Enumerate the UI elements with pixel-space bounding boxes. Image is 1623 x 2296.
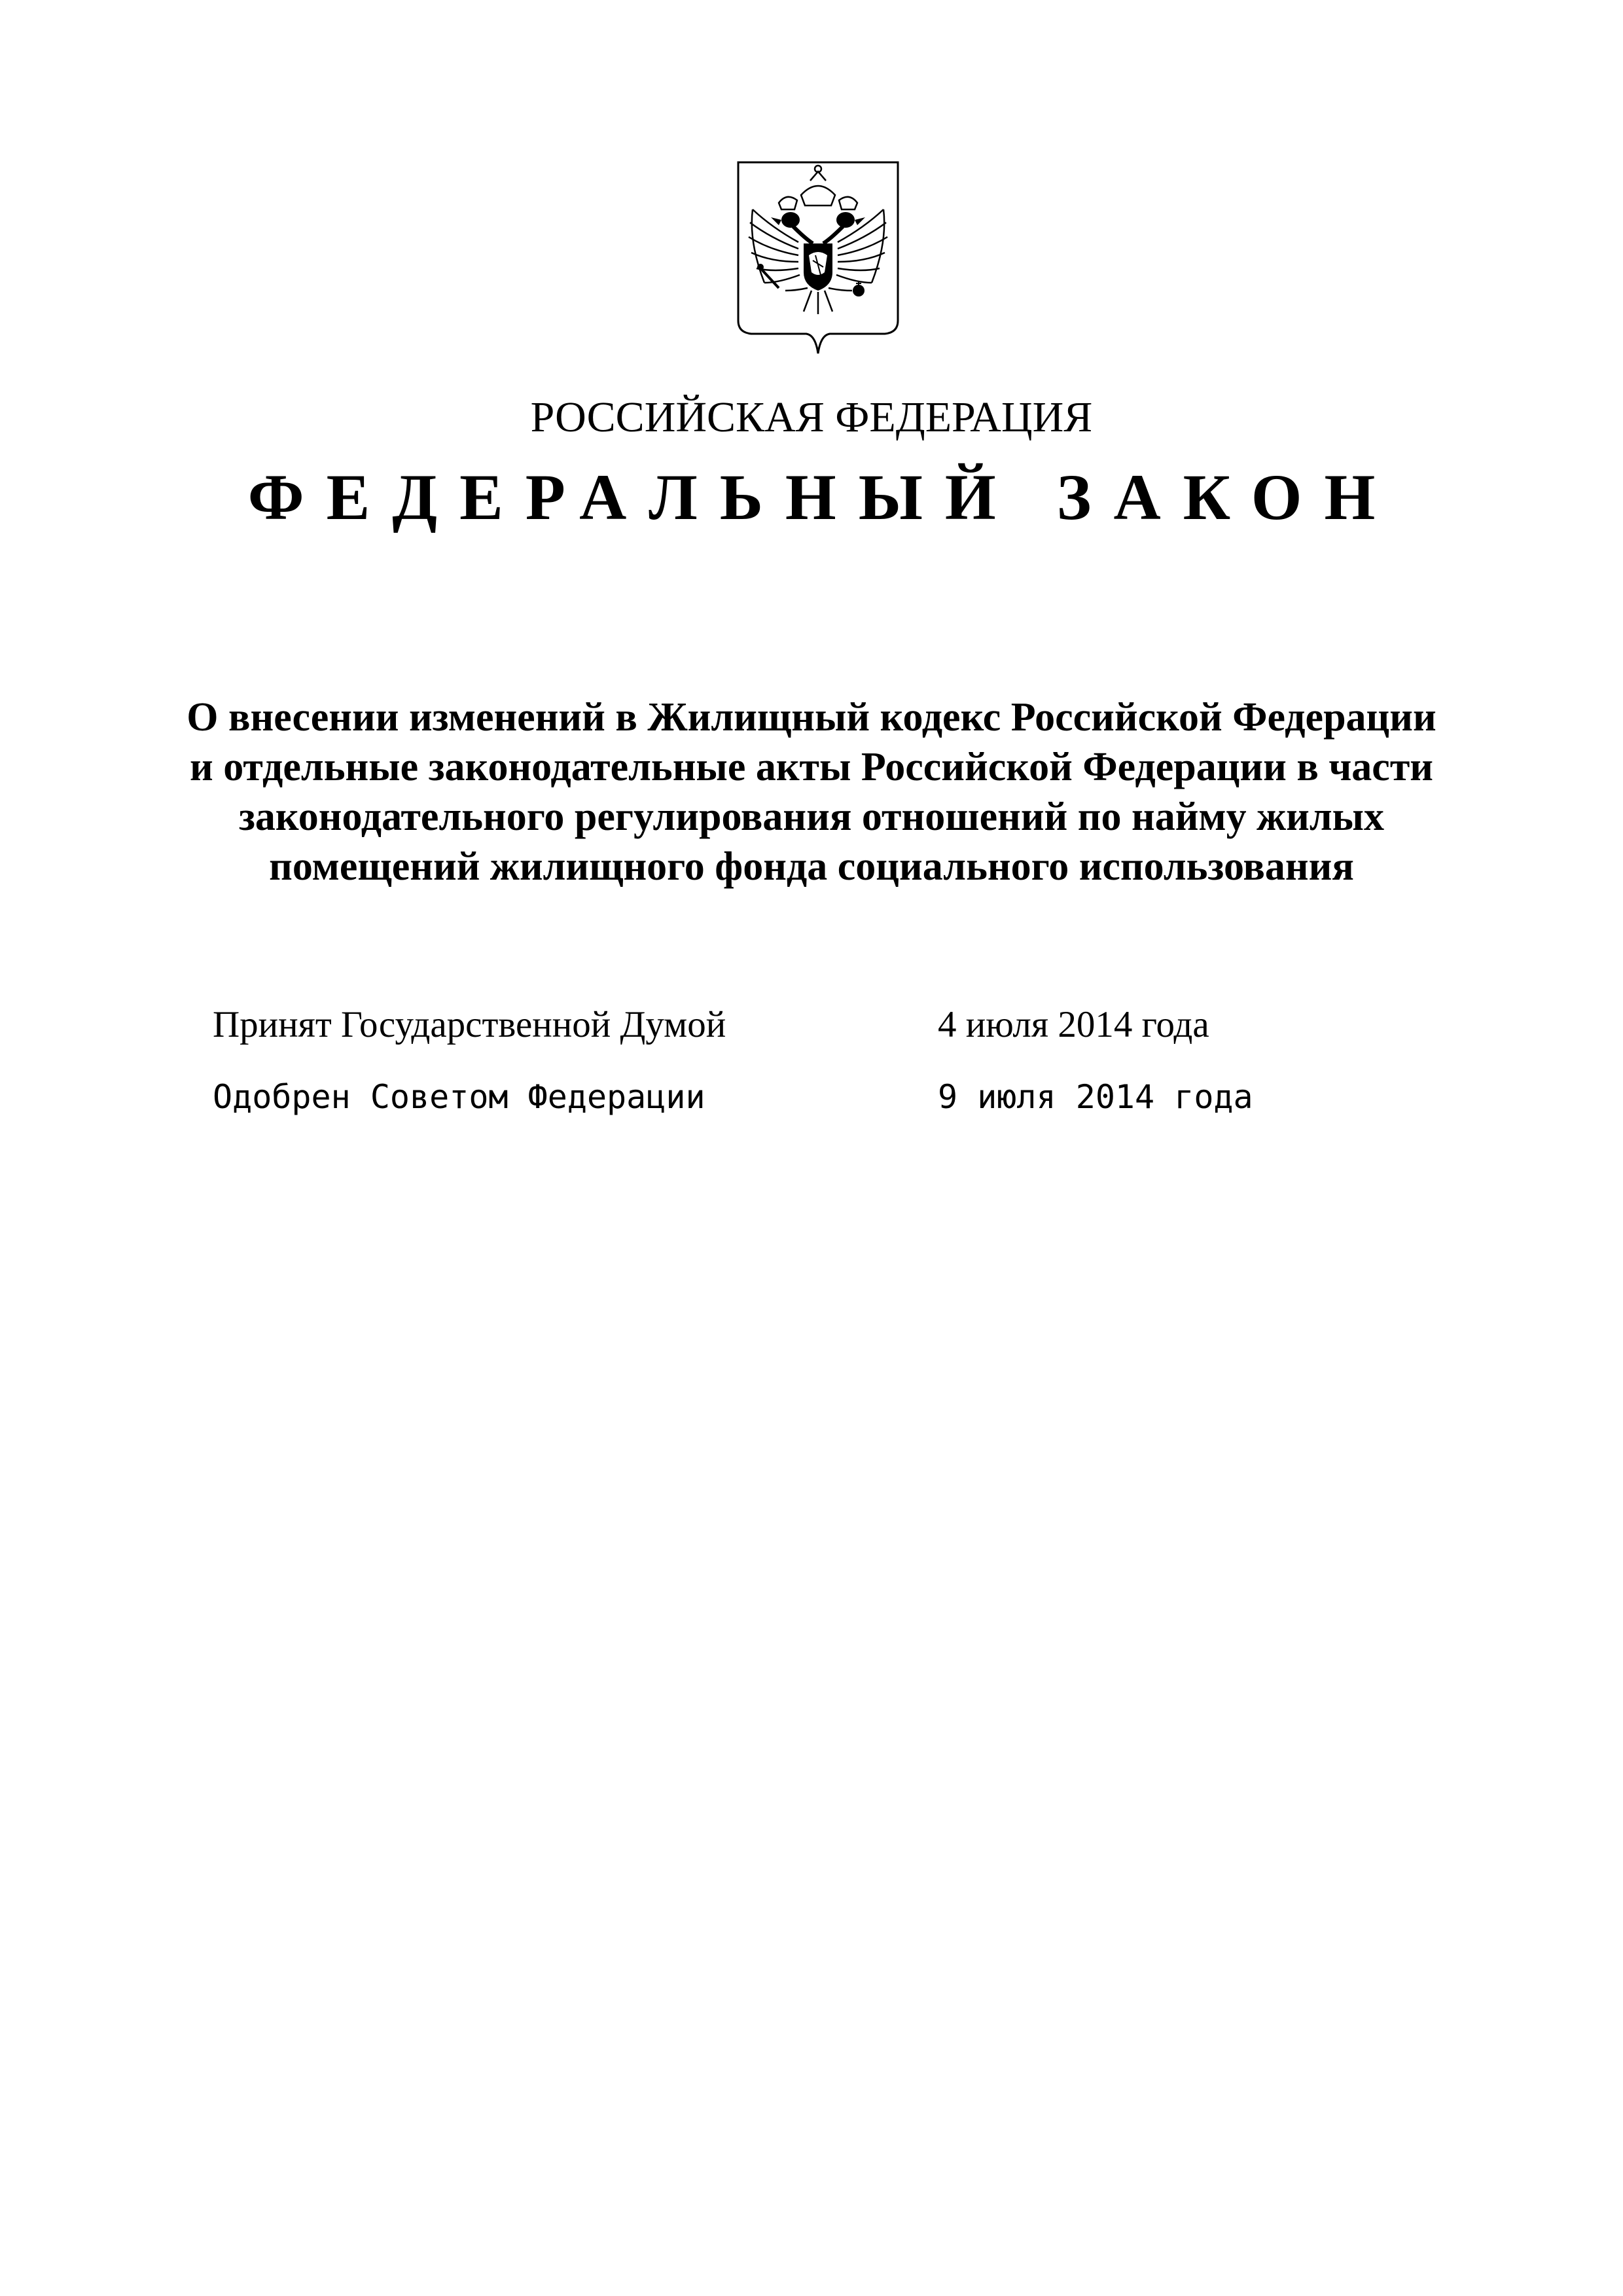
adopting-body: Принят Государственной Думой (213, 1004, 726, 1045)
law-title-line: законодательного регулирования отношений по найму жилых (238, 795, 1385, 839)
russian-coat-of-arms-icon (733, 157, 903, 357)
law-title-line: и отдельные законодательные акты Российской Федерации в части (189, 745, 1434, 789)
adoption-row-federation-council (213, 1073, 1325, 1126)
adoption-date: 4 июля 2014 года (938, 1004, 1209, 1045)
law-title-line: О внесении изменений в Жилищный кодекс Российской Федерации (187, 695, 1436, 740)
law-title-line: помещений жилищного фонда социального использования (269, 844, 1354, 889)
country-name: РОССИЙСКАЯ ФЕДЕРАЦИЯ (530, 393, 1093, 441)
adoption-row-state-duma (213, 1001, 1325, 1054)
document-type-heading: ФЕДЕРАЛЬНЫЙ ЗАКОН (247, 461, 1398, 533)
approval-date: 9 июля 2014 года (938, 1078, 1253, 1116)
law-title (170, 692, 1453, 891)
approving-body: Одобрен Советом Федерации (213, 1078, 705, 1116)
